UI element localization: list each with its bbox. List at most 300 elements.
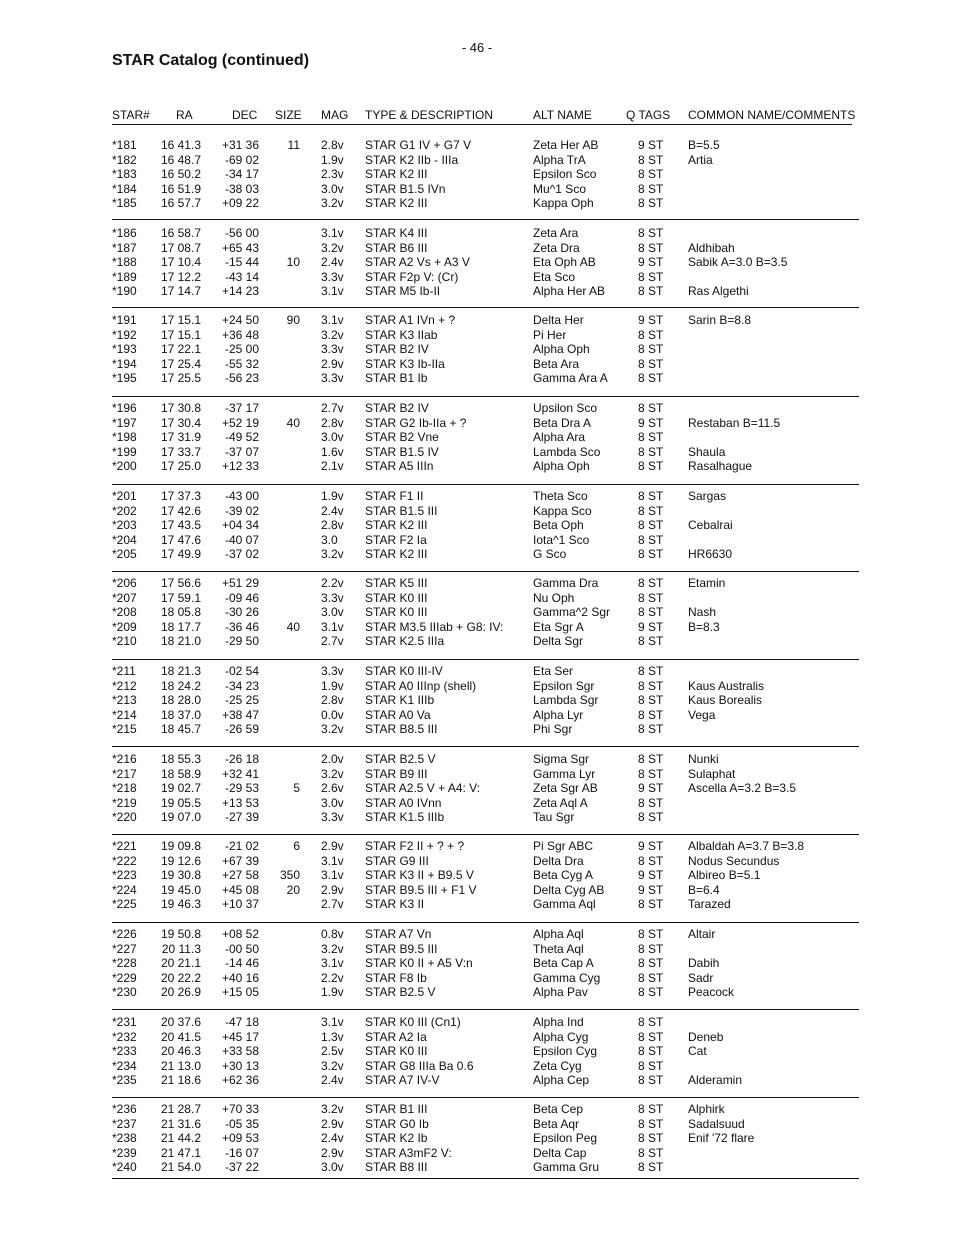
cell-star-number: *209: [112, 619, 137, 634]
cell-ra: 17 25.0: [160, 459, 201, 474]
group-divider: [112, 834, 859, 835]
cell-common-name: Artia: [688, 152, 713, 167]
cell-star-number: *192: [112, 327, 137, 342]
cell-star-number: *200: [112, 459, 137, 474]
cell-size: 10: [286, 255, 300, 270]
cell-size: 90: [286, 313, 300, 327]
cell-common-name: Enif '72 flare: [688, 1131, 755, 1146]
cell-alt-name: Theta Aql: [533, 941, 584, 956]
cell-dec: -43 14: [224, 269, 259, 284]
cell-ra: 17 15.1: [160, 313, 201, 327]
cell-q-tags: 8 ST: [638, 1102, 664, 1116]
cell-mag: 3.1v: [321, 284, 344, 299]
cell-alt-name: Gamma Cyg: [533, 970, 601, 985]
cell-dec: -02 54: [224, 664, 259, 678]
cell-q-tags: 8 ST: [638, 970, 664, 985]
table-row: [0, 1131, 954, 1146]
cell-type: STAR B2 Vne: [365, 430, 439, 445]
cell-mag: 3.1v: [321, 853, 344, 868]
cell-dec: -25 00: [224, 342, 259, 357]
cell-q-tags: 8 ST: [638, 693, 664, 708]
cell-star-number: *225: [112, 897, 137, 912]
cell-star-number: *219: [112, 795, 137, 810]
table-row: [0, 489, 954, 504]
cell-common-name: Nodus Secundus: [688, 853, 780, 868]
cell-alt-name: Gamma Dra: [533, 576, 599, 590]
cell-ra: 21 13.0: [160, 1058, 201, 1073]
cell-alt-name: Delta Cap: [533, 1145, 587, 1160]
cell-q-tags: 8 ST: [638, 941, 664, 956]
table-row: [0, 620, 954, 635]
cell-common-name: B=8.3: [688, 619, 720, 634]
cell-dec: -69 02: [224, 152, 259, 167]
cell-mag: 3.1v: [321, 956, 344, 971]
table-row: [0, 518, 954, 533]
cell-dec: -25 25: [224, 693, 259, 708]
cell-ra: 19 09.8: [160, 839, 201, 853]
cell-alt-name: Alpha Cep: [533, 1073, 590, 1088]
cell-type: STAR B1.5 IVn: [365, 181, 446, 196]
star-group: [0, 226, 954, 301]
cell-q-tags: 8 ST: [638, 269, 664, 284]
cell-star-number: *232: [112, 1029, 137, 1044]
cell-dec: +67 39: [221, 853, 259, 868]
cell-star-number: *193: [112, 342, 137, 357]
cell-star-number: *214: [112, 707, 137, 722]
cell-type: STAR K0 III: [365, 590, 428, 605]
cell-alt-name: Pi Sgr ABC: [533, 839, 594, 853]
cell-mag: 2.3v: [321, 167, 344, 182]
cell-alt-name: Gamma^2 Sgr: [533, 605, 610, 620]
cell-q-tags: 8 ST: [638, 327, 664, 342]
cell-alt-name: Lambda Sgr: [533, 693, 599, 708]
cell-dec: -09 46: [224, 590, 259, 605]
cell-type: STAR A3mF2 V:: [365, 1145, 452, 1160]
cell-mag: 2.7v: [321, 401, 344, 415]
cell-alt-name: Upsilon Sco: [533, 401, 598, 415]
cell-q-tags: 9 ST: [638, 415, 664, 430]
cell-mag: 1.6v: [321, 444, 344, 459]
cell-dec: -21 02: [224, 839, 259, 853]
cell-mag: 2.5v: [321, 1044, 344, 1059]
cell-q-tags: 8 ST: [638, 226, 664, 240]
cell-alt-name: Alpha Her AB: [533, 284, 606, 299]
cell-mag: 3.3v: [321, 342, 344, 357]
table-row: [0, 196, 954, 211]
cell-common-name: Etamin: [688, 576, 726, 590]
cell-dec: +13 53: [221, 795, 259, 810]
cell-common-name: Alphirk: [688, 1102, 725, 1116]
cell-q-tags: 8 ST: [638, 707, 664, 722]
cell-q-tags: 8 ST: [638, 678, 664, 693]
cell-ra: 18 24.2: [160, 678, 201, 693]
cell-dec: -26 18: [224, 752, 259, 766]
cell-star-number: *184: [112, 181, 137, 196]
table-row: [0, 1102, 954, 1117]
cell-alt-name: Alpha Aql: [533, 927, 584, 941]
cell-ra: 21 28.7: [160, 1102, 201, 1116]
cell-mag: 3.1v: [321, 1015, 344, 1029]
cell-mag: 2.6v: [321, 781, 344, 796]
table-row: [0, 942, 954, 957]
cell-dec: +27 58: [221, 868, 259, 883]
table-row: [0, 328, 954, 343]
cell-ra: 21 31.6: [160, 1116, 201, 1131]
cell-q-tags: 9 ST: [638, 619, 664, 634]
cell-q-tags: 8 ST: [638, 897, 664, 912]
cell-dec: -39 02: [224, 503, 259, 518]
cell-q-tags: 9 ST: [638, 313, 664, 327]
cell-common-name: Dabih: [688, 956, 720, 971]
table-row: [0, 1030, 954, 1045]
cell-alt-name: Beta Cyg A: [533, 868, 594, 883]
cell-mag: 3.0: [321, 532, 338, 547]
cell-common-name: Ras Algethi: [688, 284, 749, 299]
cell-common-name: Deneb: [688, 1029, 724, 1044]
cell-star-number: *211: [112, 664, 136, 678]
cell-q-tags: 8 ST: [638, 985, 664, 1000]
cell-type: STAR K1 IIIb: [365, 693, 435, 708]
cell-type: STAR K2.5 IIIa: [365, 634, 445, 649]
table-row: [0, 605, 954, 620]
cell-mag: 2.7v: [321, 634, 344, 649]
cell-type: STAR K0 III-IV: [365, 664, 443, 678]
cell-alt-name: Beta Oph: [533, 518, 584, 533]
cell-dec: -43 00: [224, 489, 259, 503]
cell-ra: 18 45.7: [160, 722, 201, 737]
cell-alt-name: Gamma Lyr: [533, 766, 596, 781]
cell-star-number: *213: [112, 693, 137, 708]
cell-type: STAR K2 Ib: [365, 1131, 428, 1146]
cell-q-tags: 8 ST: [638, 1160, 664, 1175]
cell-size: 350: [279, 868, 300, 883]
cell-q-tags: 8 ST: [638, 547, 664, 562]
cell-size: 11: [287, 138, 300, 152]
cell-dec: -49 52: [224, 430, 259, 445]
cell-alt-name: Iota^1 Sco: [533, 532, 590, 547]
cell-star-number: *230: [112, 985, 137, 1000]
cell-dec: -29 53: [224, 781, 259, 796]
cell-type: STAR A0 IVnn: [365, 795, 442, 810]
cell-alt-name: Gamma Ara A: [533, 371, 608, 386]
cell-ra: 16 51.9: [160, 181, 201, 196]
cell-star-number: *181: [112, 138, 137, 152]
cell-common-name: Altair: [688, 927, 716, 941]
cell-type: STAR K0 III: [365, 1044, 428, 1059]
cell-mag: 3.0v: [321, 181, 344, 196]
cell-type: STAR A2 Vs + A3 V: [365, 255, 470, 270]
cell-type: STAR G9 III: [365, 853, 429, 868]
cell-common-name: Sulaphat: [688, 766, 736, 781]
cell-star-number: *191: [112, 313, 137, 327]
cell-alt-name: Sigma Sgr: [533, 752, 590, 766]
cell-star-number: *206: [112, 576, 137, 590]
cell-ra: 17 59.1: [160, 590, 201, 605]
cell-dec: +65 43: [221, 240, 259, 255]
cell-star-number: *187: [112, 240, 137, 255]
cell-mag: 0.8v: [321, 927, 344, 941]
table-row: [0, 664, 954, 679]
table-row: [0, 634, 954, 649]
cell-ra: 18 21.0: [160, 634, 201, 649]
cell-mag: 1.9v: [321, 985, 344, 1000]
cell-dec: -37 07: [224, 444, 259, 459]
cell-star-number: *197: [112, 415, 137, 430]
cell-type: STAR K0 III: [365, 605, 428, 620]
cell-star-number: *233: [112, 1044, 137, 1059]
cell-star-number: *228: [112, 956, 137, 971]
cell-dec: +04 34: [221, 518, 259, 533]
cell-mag: 2.7v: [321, 897, 344, 912]
cell-star-number: *204: [112, 532, 137, 547]
cell-dec: -56 23: [224, 371, 259, 386]
cell-alt-name: Kappa Sco: [533, 503, 592, 518]
cell-ra: 17 30.8: [160, 401, 201, 415]
cell-type: STAR K5 III: [365, 576, 428, 590]
cell-ra: 18 58.9: [160, 766, 201, 781]
cell-ra: 17 25.4: [160, 356, 201, 371]
table-row: [0, 1073, 954, 1088]
cell-q-tags: 9 ST: [638, 882, 664, 897]
table-row: [0, 153, 954, 168]
cell-common-name: Sadalsuud: [688, 1116, 745, 1131]
cell-q-tags: 8 ST: [638, 1029, 664, 1044]
cell-alt-name: Theta Sco: [533, 489, 588, 503]
cell-q-tags: 8 ST: [638, 240, 664, 255]
cell-q-tags: 8 ST: [638, 196, 664, 211]
cell-q-tags: 9 ST: [638, 868, 664, 883]
cell-common-name: HR6630: [688, 547, 733, 562]
cell-star-number: *217: [112, 766, 137, 781]
cell-dec: -36 46: [224, 619, 259, 634]
cell-dec: +12 33: [221, 459, 259, 474]
cell-ra: 17 33.7: [160, 444, 201, 459]
cell-star-number: *222: [112, 853, 137, 868]
cell-dec: +36 48: [221, 327, 259, 342]
cell-type: STAR B1 III: [365, 1102, 428, 1116]
cell-alt-name: Eta Sco: [533, 269, 576, 284]
group-divider: [112, 922, 859, 923]
cell-ra: 21 44.2: [160, 1131, 201, 1146]
cell-mag: 2.0v: [321, 752, 344, 766]
cell-q-tags: 8 ST: [638, 356, 664, 371]
cell-ra: 19 30.8: [160, 868, 201, 883]
cell-q-tags: 8 ST: [638, 459, 664, 474]
cell-q-tags: 8 ST: [638, 167, 664, 182]
header-common-name: COMMON NAME/COMMENTS: [688, 108, 856, 122]
table-row: [0, 401, 954, 416]
cell-ra: 20 37.6: [160, 1015, 201, 1029]
cell-alt-name: Delta Sgr: [533, 634, 584, 649]
cell-type: STAR A2 Ia: [365, 1029, 427, 1044]
table-row: [0, 897, 954, 912]
cell-alt-name: Epsilon Sgr: [533, 678, 595, 693]
cell-type: STAR G0 Ib: [365, 1116, 429, 1131]
cell-mag: 2.2v: [321, 970, 344, 985]
cell-q-tags: 8 ST: [638, 605, 664, 620]
cell-type: STAR F2 Ia: [365, 532, 427, 547]
cell-common-name: Aldhibah: [688, 240, 735, 255]
cell-alt-name: Delta Dra: [533, 853, 584, 868]
cell-common-name: Rasalhague: [688, 459, 753, 474]
cell-alt-name: Beta Cap A: [533, 956, 594, 971]
cell-star-number: *231: [112, 1015, 137, 1029]
cell-alt-name: Zeta Ara: [533, 226, 579, 240]
cell-q-tags: 8 ST: [638, 795, 664, 810]
cell-common-name: Alderamin: [688, 1073, 743, 1088]
cell-type: STAR F8 Ib: [365, 970, 427, 985]
cell-dec: +30 13: [221, 1058, 259, 1073]
table-row: [0, 342, 954, 357]
cell-ra: 18 55.3: [160, 752, 201, 766]
cell-type: STAR A2.5 V + A4: V:: [365, 781, 481, 796]
cell-size: 6: [293, 839, 300, 853]
cell-common-name: Vega: [688, 707, 716, 722]
cell-q-tags: 8 ST: [638, 752, 664, 766]
cell-star-number: *237: [112, 1116, 137, 1131]
cell-common-name: B=5.5: [688, 138, 720, 152]
cell-ra: 19 07.0: [160, 810, 201, 825]
cell-q-tags: 8 ST: [638, 181, 664, 196]
group-divider: [112, 484, 859, 485]
cell-ra: 16 41.3: [160, 138, 201, 152]
cell-mag: 3.2v: [321, 1102, 344, 1116]
cell-alt-name: Kappa Oph: [533, 196, 594, 211]
header-rule: [112, 124, 852, 125]
cell-type: STAR A1 IVn + ?: [365, 313, 456, 327]
cell-mag: 2.4v: [321, 1073, 344, 1088]
table-row: [0, 416, 954, 431]
cell-type: STAR K3 II + B9.5 V: [365, 868, 474, 883]
cell-ra: 20 26.9: [160, 985, 201, 1000]
cell-dec: +62 36: [221, 1073, 259, 1088]
cell-q-tags: 8 ST: [638, 342, 664, 357]
cell-mag: 3.1v: [321, 868, 344, 883]
page-title: STAR Catalog (continued): [112, 52, 310, 69]
cell-dec: +15 05: [221, 985, 259, 1000]
cell-alt-name: Epsilon Peg: [533, 1131, 598, 1146]
cell-alt-name: Alpha Ara: [533, 430, 586, 445]
cell-type: STAR K4 III: [365, 226, 428, 240]
cell-alt-name: Alpha Ind: [533, 1015, 584, 1029]
cell-ra: 18 37.0: [160, 707, 201, 722]
header-type: TYPE & DESCRIPTION: [365, 108, 494, 122]
cell-alt-name: Epsilon Cyg: [533, 1044, 598, 1059]
cell-type: STAR K3 IIab: [365, 327, 438, 342]
cell-q-tags: 8 ST: [638, 853, 664, 868]
cell-type: STAR K0 III (Cn1): [365, 1015, 461, 1029]
table-row: [0, 138, 954, 153]
cell-dec: -37 17: [224, 401, 259, 415]
cell-q-tags: 8 ST: [638, 489, 664, 503]
cell-alt-name: Alpha Cyg: [533, 1029, 589, 1044]
cell-q-tags: 8 ST: [638, 401, 664, 415]
cell-type: STAR B8 III: [365, 1160, 428, 1175]
cell-q-tags: 8 ST: [638, 1073, 664, 1088]
table-row: [0, 854, 954, 869]
cell-type: STAR K0 II + A5 V:n: [365, 956, 473, 971]
cell-ra: 19 46.3: [160, 897, 201, 912]
cell-star-number: *182: [112, 152, 137, 167]
table-row: [0, 868, 954, 883]
cell-dec: +32 41: [221, 766, 259, 781]
cell-dec: -00 50: [224, 941, 259, 956]
cell-dec: +33 58: [221, 1044, 259, 1059]
cell-q-tags: 8 ST: [638, 1145, 664, 1160]
header-q-tags: Q TAGS: [626, 108, 671, 122]
cell-ra: 17 43.5: [160, 518, 201, 533]
cell-star-number: *205: [112, 547, 137, 562]
cell-q-tags: 8 ST: [638, 430, 664, 445]
star-group: [0, 927, 954, 1002]
cell-alt-name: Beta Cep: [533, 1102, 584, 1116]
cell-dec: +45 17: [221, 1029, 259, 1044]
star-group: [0, 576, 954, 651]
cell-ra: 17 56.6: [160, 576, 201, 590]
cell-type: STAR B8.5 III: [365, 722, 438, 737]
cell-mag: 2.8v: [321, 415, 344, 430]
cell-q-tags: 8 ST: [638, 766, 664, 781]
cell-alt-name: Pi Her: [533, 327, 567, 342]
cell-alt-name: Phi Sgr: [533, 722, 573, 737]
table-row: [0, 752, 954, 767]
cell-mag: 3.2v: [321, 941, 344, 956]
cell-star-number: *236: [112, 1102, 137, 1116]
cell-mag: 3.2v: [321, 547, 344, 562]
cell-star-number: *188: [112, 255, 137, 270]
cell-star-number: *215: [112, 722, 137, 737]
cell-mag: 3.0v: [321, 605, 344, 620]
group-divider: [112, 1097, 859, 1098]
group-divider: [112, 1178, 859, 1179]
cell-type: STAR B2.5 V: [365, 985, 436, 1000]
cell-mag: 2.9v: [321, 839, 344, 853]
cell-q-tags: 8 ST: [638, 590, 664, 605]
cell-q-tags: 8 ST: [638, 532, 664, 547]
cell-dec: -34 23: [224, 678, 259, 693]
cell-common-name: Albireo B=5.1: [688, 868, 761, 883]
table-row: [0, 313, 954, 328]
cell-dec: -30 26: [224, 605, 259, 620]
table-row: [0, 708, 954, 723]
cell-mag: 3.1v: [321, 619, 344, 634]
cell-star-number: *238: [112, 1131, 137, 1146]
header-alt-name: ALT NAME: [533, 108, 592, 122]
cell-dec: -15 44: [224, 255, 259, 270]
table-row: [0, 459, 954, 474]
cell-type: STAR K2 III: [365, 547, 428, 562]
cell-dec: -47 18: [224, 1015, 259, 1029]
table-row: [0, 693, 954, 708]
cell-common-name: Albaldah A=3.7 B=3.8: [688, 839, 805, 853]
cell-common-name: Sabik A=3.0 B=3.5: [688, 255, 788, 270]
cell-mag: 3.2v: [321, 1058, 344, 1073]
cell-ra: 17 15.1: [160, 327, 201, 342]
cell-common-name: Kaus Australis: [688, 678, 765, 693]
cell-q-tags: 8 ST: [638, 810, 664, 825]
cell-common-name: Sarin B=8.8: [688, 313, 752, 327]
cell-star-number: *190: [112, 284, 137, 299]
cell-mag: 3.0v: [321, 430, 344, 445]
cell-alt-name: Alpha Oph: [533, 342, 590, 357]
cell-q-tags: 8 ST: [638, 284, 664, 299]
star-group: [0, 313, 954, 388]
cell-mag: 3.2v: [321, 722, 344, 737]
cell-q-tags: 8 ST: [638, 664, 664, 678]
cell-star-number: *235: [112, 1073, 137, 1088]
table-row: [0, 810, 954, 825]
cell-ra: 17 42.6: [160, 503, 201, 518]
